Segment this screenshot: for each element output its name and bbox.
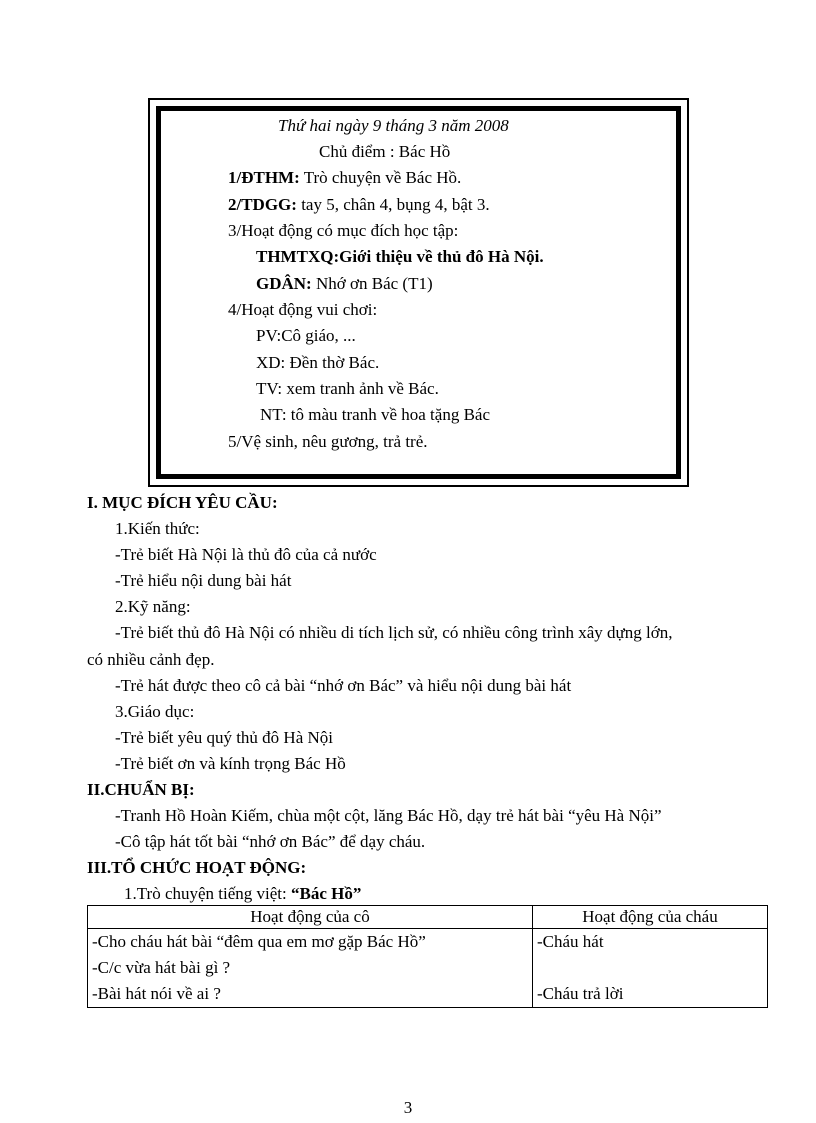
item-3: 3/Hoạt động có mục đích học tập: bbox=[228, 221, 459, 240]
activities-table bbox=[87, 905, 768, 1008]
item-1 bbox=[228, 168, 461, 188]
section-1-heading: I. MỤC ĐÍCH YÊU CẦU: bbox=[87, 493, 278, 512]
knowledge-2: -Trẻ hiểu nội dung bài hát bbox=[115, 571, 292, 590]
item-4b: XD: Đền thờ Bác. bbox=[256, 353, 380, 372]
page-number: 3 bbox=[403, 1098, 413, 1117]
col-teacher-header: Hoạt động của cô bbox=[88, 906, 533, 929]
education-2: -Trẻ biết ơn và kính trọng Bác Hồ bbox=[115, 754, 346, 773]
theme-label: Chủ điểm : Bác Hồ bbox=[319, 142, 451, 161]
education-1: -Trẻ biết yêu quý thủ đô Hà Nội bbox=[115, 728, 333, 747]
skill-2: -Trẻ hát được theo cô cả bài “nhớ ơn Bác” và hiểu nội dung bài hát bbox=[115, 676, 572, 695]
item-3b bbox=[256, 274, 433, 294]
lesson-date: Thứ hai ngày 9 tháng 3 năm 2008 bbox=[278, 116, 509, 135]
table-row bbox=[88, 929, 768, 1008]
item-2-text: tay 5, chân 4, bụng 4, bật 3. bbox=[296, 195, 490, 214]
prep-1: -Tranh Hồ Hoàn Kiếm, chùa một cột, lăng Bác Hồ, dạy trẻ hát bài “yêu Hà Nội” bbox=[115, 806, 662, 825]
skill-1: -Trẻ biết thủ đô Hà Nội có nhiều di tích lịch sử, có nhiều công trình xây dựng lớn, bbox=[115, 623, 673, 642]
skill-1-cont: có nhiều cảnh đẹp. bbox=[87, 650, 215, 669]
activity-1-title bbox=[124, 884, 361, 904]
item-3a bbox=[256, 247, 544, 267]
col-child-header: Hoạt động của cháu bbox=[533, 906, 768, 929]
item-5: 5/Vệ sinh, nêu gương, trả trẻ. bbox=[228, 432, 428, 451]
section-2-heading: II.CHUẨN BỊ: bbox=[87, 780, 195, 799]
child-line-3: -Cháu trả lời bbox=[537, 984, 624, 1003]
prep-2: -Cô tập hát tốt bài “nhớ ơn Bác” để dạy cháu. bbox=[115, 832, 426, 851]
skills-heading: 2.Kỹ năng: bbox=[115, 597, 191, 616]
child-cell bbox=[533, 929, 768, 1008]
item-3b-text: Nhớ ơn Bác (T1) bbox=[311, 274, 433, 293]
child-line-2 bbox=[537, 955, 763, 981]
item-1-label: 1/ĐTHM: bbox=[228, 168, 300, 187]
knowledge-heading: 1.Kiến thức: bbox=[115, 519, 200, 538]
item-1-text: Trò chuyện về Bác Hồ. bbox=[299, 168, 462, 187]
item-3b-label: GDÂN: bbox=[256, 274, 312, 293]
knowledge-1: -Trẻ biết Hà Nội là thủ đô của cả nước bbox=[115, 545, 377, 564]
item-3a-label: THMTXQ: bbox=[256, 247, 340, 266]
education-heading: 3.Giáo dục: bbox=[115, 702, 195, 721]
teacher-line-1: -Cho cháu hát bài “đêm qua em mơ gặp Bác Hồ” bbox=[92, 932, 426, 951]
item-4c: TV: xem tranh ảnh về Bác. bbox=[256, 379, 439, 398]
activity-1-label: 1.Trò chuyện tiếng việt: bbox=[124, 884, 291, 903]
item-4: 4/Hoạt động vui chơi: bbox=[228, 300, 378, 319]
item-2 bbox=[228, 195, 490, 215]
section-3-heading: III.TỔ CHỨC HOẠT ĐỘNG: bbox=[87, 858, 307, 877]
item-2-label: 2/TDGG: bbox=[228, 195, 297, 214]
teacher-line-2: -C/c vừa hát bài gì ? bbox=[92, 958, 231, 977]
child-line-1: -Cháu hát bbox=[537, 932, 604, 951]
teacher-line-3: -Bài hát nói về ai ? bbox=[92, 984, 221, 1003]
table-header-row bbox=[88, 906, 768, 929]
teacher-cell bbox=[88, 929, 533, 1008]
activity-1-topic: “Bác Hồ” bbox=[291, 884, 362, 903]
item-3a-text: Giới thiệu về thủ đô Hà Nội. bbox=[339, 247, 544, 266]
item-4a: PV:Cô giáo, ... bbox=[256, 326, 356, 345]
item-4d: NT: tô màu tranh về hoa tặng Bác bbox=[260, 405, 490, 424]
